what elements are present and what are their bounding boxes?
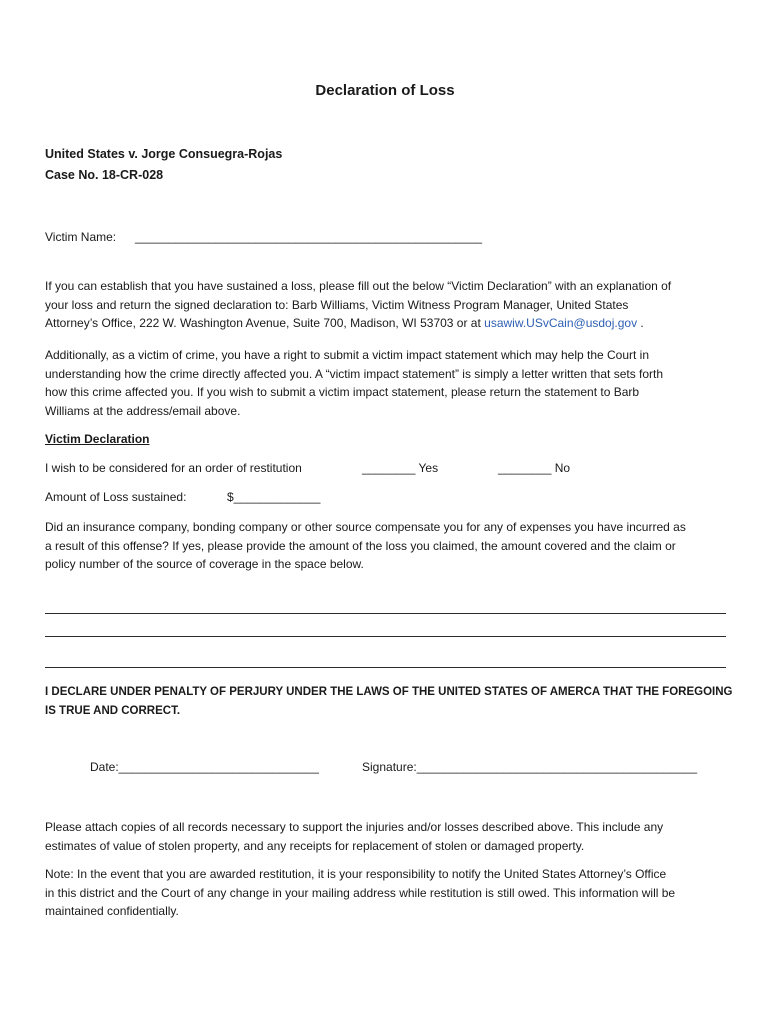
amount-label: Amount of Loss sustained: <box>45 490 187 504</box>
email-link[interactable]: usawiw.USvCain@usdoj.gov <box>484 316 638 330</box>
insurance-paragraph <box>45 518 735 574</box>
intro-line: your loss and return the signed declaration to: Barb Williams, Victim Witness Program Manager, United States <box>45 297 629 312</box>
note-paragraph <box>45 865 735 921</box>
perjury-statement <box>45 683 735 721</box>
intro-line <box>45 314 735 333</box>
impact-line: understanding how the crime directly affected you. A “victim impact statement” is simply a letter written that sets forth <box>45 366 664 381</box>
perjury-line: IS TRUE AND CORRECT. <box>45 705 181 717</box>
attach-paragraph <box>45 818 735 855</box>
case-number: Case No. 18-CR-028 <box>45 168 164 182</box>
coverage-write-line[interactable] <box>45 636 726 637</box>
restitution-label: I wish to be considered for an order of restitution <box>45 461 302 475</box>
note-line: in this district and the Court of any change in your mailing address while restitution is still owed. This information will be <box>45 885 676 900</box>
attach-line: estimates of value of stolen property, and any receipts for replacement of stolen or damaged property. <box>45 838 585 853</box>
section-heading-victim-declaration: Victim Declaration <box>45 432 150 446</box>
note-line: Note: In the event that you are awarded restitution, it is your responsibility to notify the United States Attorney’s Office <box>45 867 667 881</box>
case-caption: United States v. Jorge Consuegra-Rojas <box>45 147 283 161</box>
coverage-write-line[interactable] <box>45 667 726 668</box>
intro-line-end: . <box>637 316 644 330</box>
insurance-line: Did an insurance company, bonding company or other source compensate you for any of expenses you have incurred as <box>45 520 686 534</box>
insurance-line: policy number of the source of coverage in the space below. <box>45 557 364 571</box>
impact-line: how this crime affected you. If you wish to submit a victim impact statement, please return the statement to Barb <box>45 385 640 399</box>
impact-line: Williams at the address/email above. <box>45 403 241 418</box>
date-field[interactable]: Date:______________________________ <box>90 760 319 774</box>
coverage-write-line[interactable] <box>45 613 726 614</box>
intro-line: If you can establish that you have sustained a loss, please fill out the below “Victim Declaration” with an explanation of <box>45 279 672 293</box>
victim-name-field[interactable]: ____________________________________________________ <box>135 230 483 244</box>
intro-line-text: Attorney’s Office, 222 W. Washington Avenue, Suite 700, Madison, WI 53703 or at <box>45 316 485 330</box>
insurance-line: a result of this offense? If yes, please provide the amount of the loss you claimed, the amount covered and the claim or <box>45 538 676 553</box>
page-title: Declaration of Loss <box>315 82 455 99</box>
impact-line: Additionally, as a victim of crime, you have a right to submit a victim impact statement which may help the Court in <box>45 348 650 362</box>
amount-field[interactable]: $_____________ <box>227 490 321 504</box>
attach-line: Please attach copies of all records necessary to support the injuries and/or losses described above. This include any <box>45 820 664 834</box>
restitution-yes-field[interactable]: ________ Yes <box>362 461 439 475</box>
signature-field[interactable]: Signature:__________________________________________ <box>362 760 698 774</box>
intro-paragraph <box>45 277 735 333</box>
note-line: maintained confidentially. <box>45 904 179 918</box>
perjury-line: I DECLARE UNDER PENALTY OF PERJURY UNDER THE LAWS OF THE UNITED STATES OF AMERCA THAT THE FOREGOING <box>45 686 733 698</box>
restitution-no-field[interactable]: ________ No <box>498 461 571 475</box>
victim-name-label: Victim Name: <box>45 230 117 244</box>
impact-paragraph <box>45 346 735 420</box>
